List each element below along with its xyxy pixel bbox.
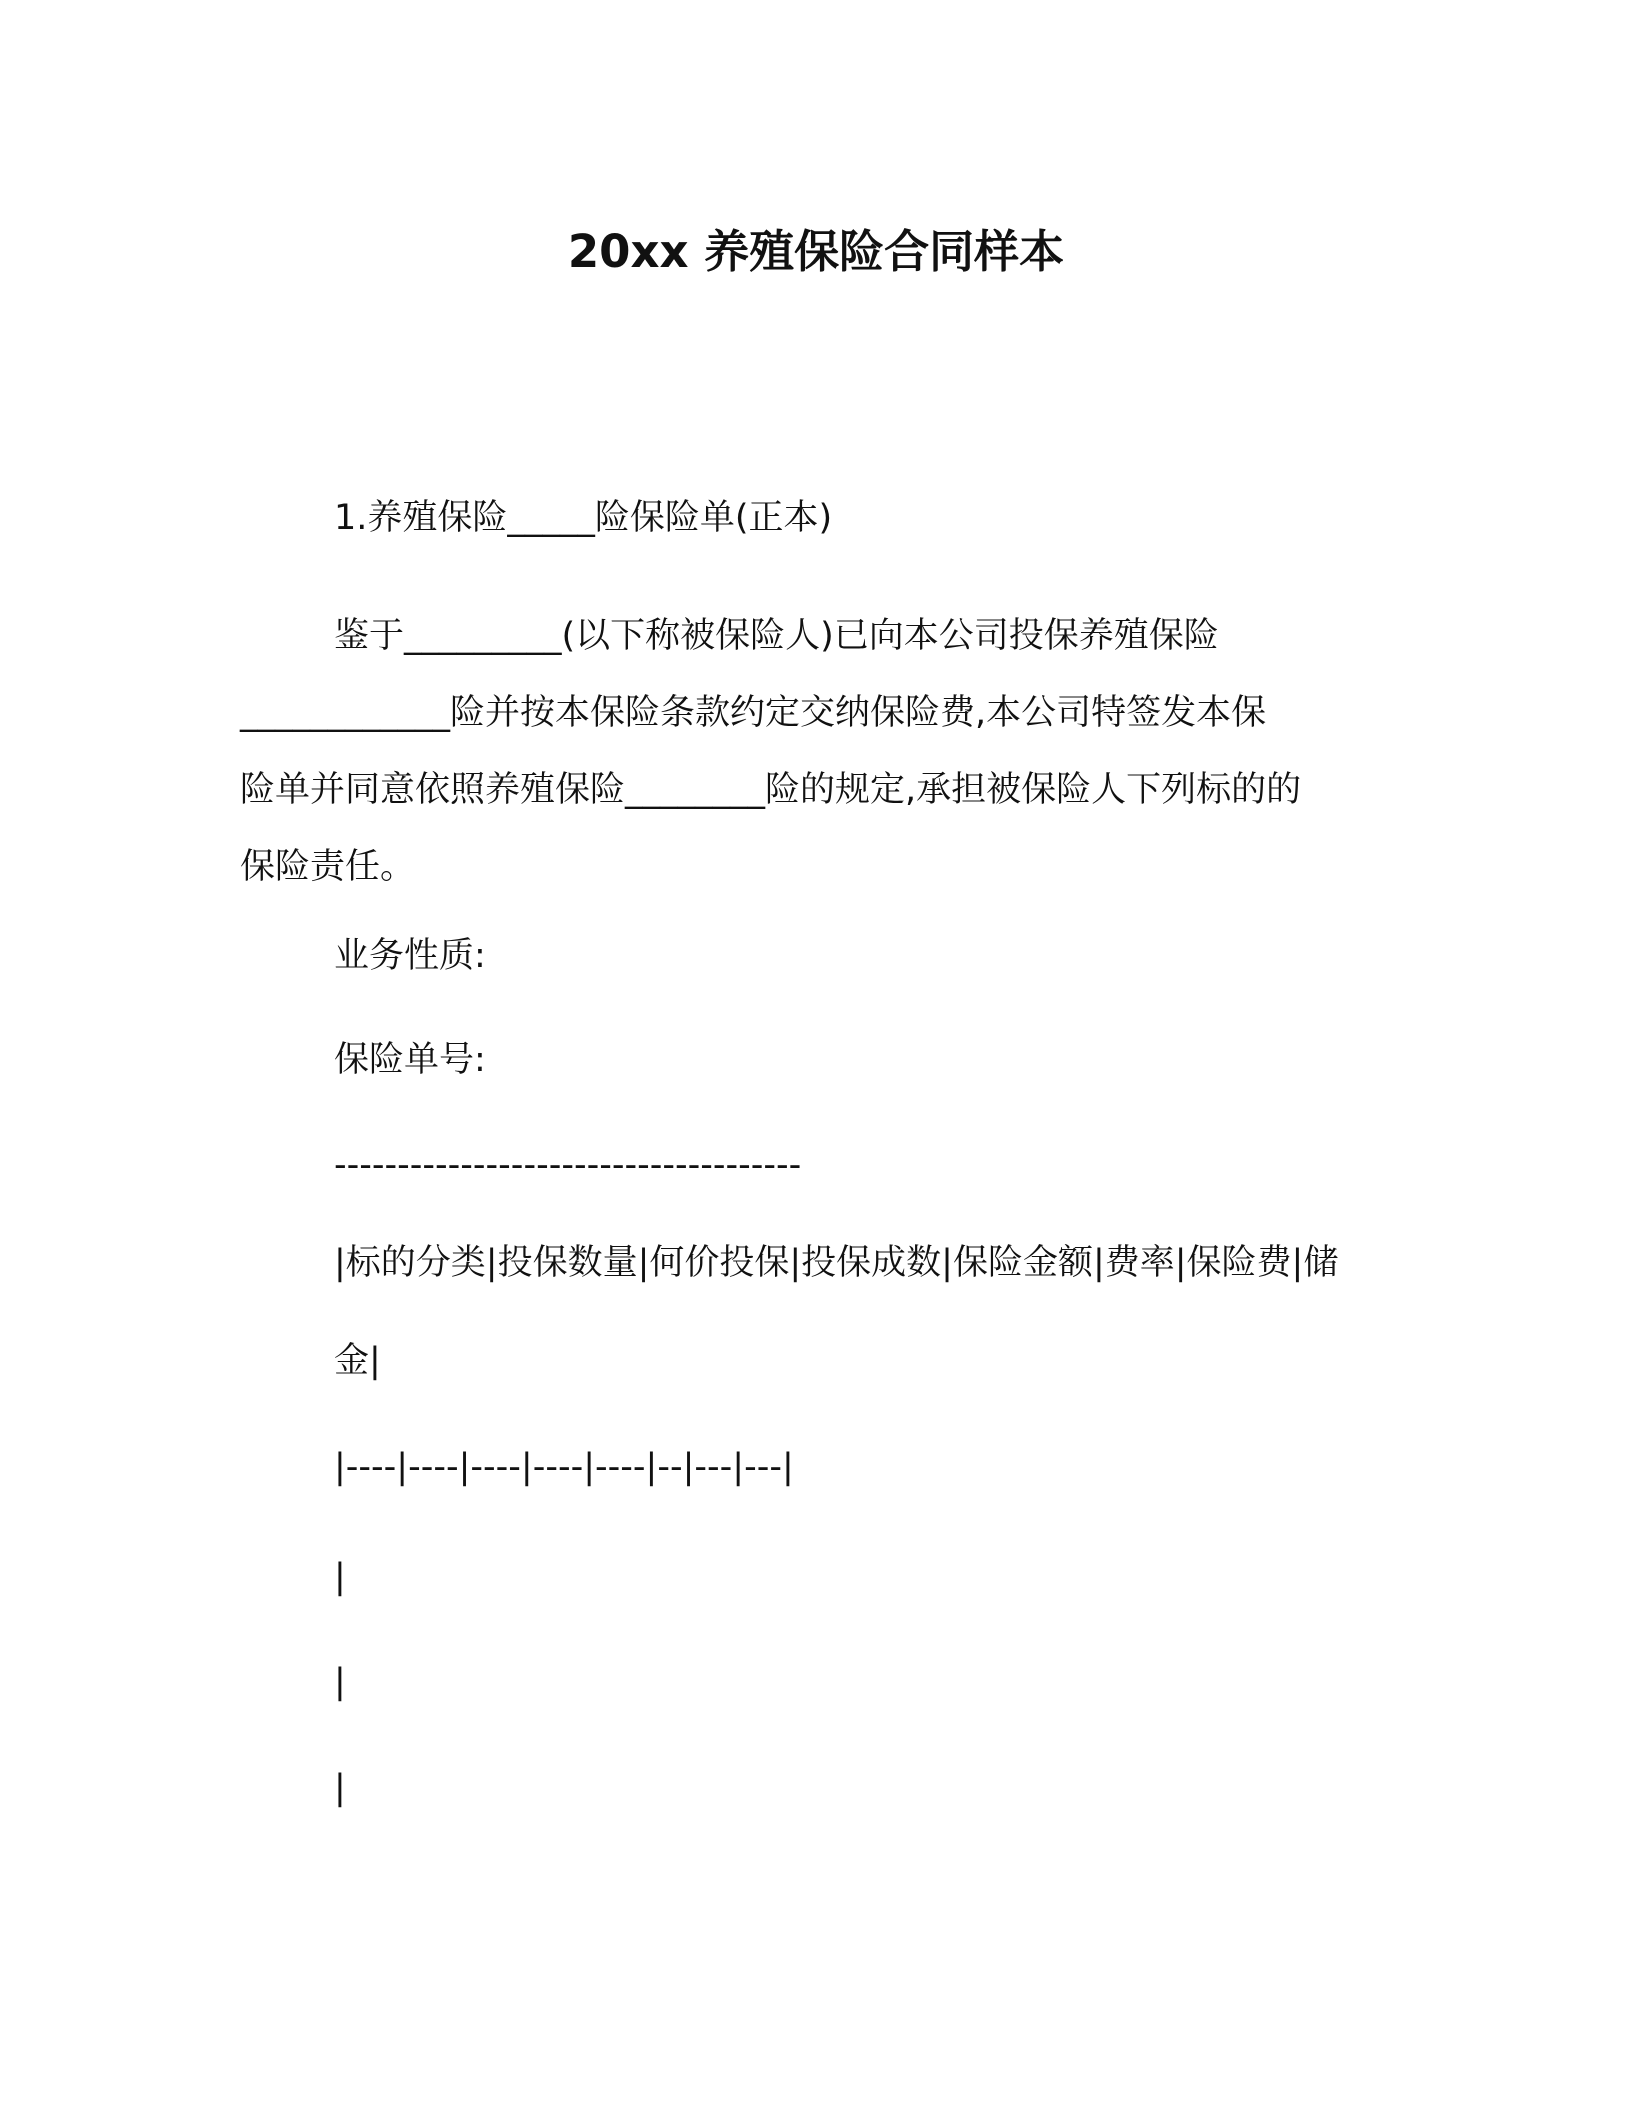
paragraph-line: ____________险并按本保险条款约定交纳保险费,本公司特签发本保	[240, 693, 1267, 733]
section-heading: 1.养殖保险_____险保险单(正本)	[334, 498, 833, 538]
table-header-wrap: 金|	[334, 1341, 381, 1381]
separator-line: -------------------------------------	[334, 1145, 802, 1185]
policy-number-label: 保险单号:	[334, 1040, 486, 1080]
table-row: |	[334, 1768, 346, 1808]
table-header-line: |标的分类|投保数量|何价投保|投保成数|保险金额|费率|保险费|储	[334, 1243, 1339, 1283]
paragraph-line: 保险责任。	[240, 847, 416, 887]
table-divider: |----|----|----|----|----|--|---|---|	[334, 1447, 794, 1487]
intro-paragraph	[240, 598, 1400, 906]
table-row: |	[334, 1557, 346, 1597]
business-nature-label: 业务性质:	[334, 936, 486, 976]
paragraph-line: 险单并同意依照养殖保险________险的规定,承担被保险人下列标的的	[240, 770, 1302, 810]
paragraph-line: 鉴于_________(以下称被保险人)已向本公司投保养殖保险	[334, 616, 1219, 656]
table-row: |	[334, 1662, 346, 1702]
document-title: 20xx 养殖保险合同样本	[567, 225, 1065, 278]
